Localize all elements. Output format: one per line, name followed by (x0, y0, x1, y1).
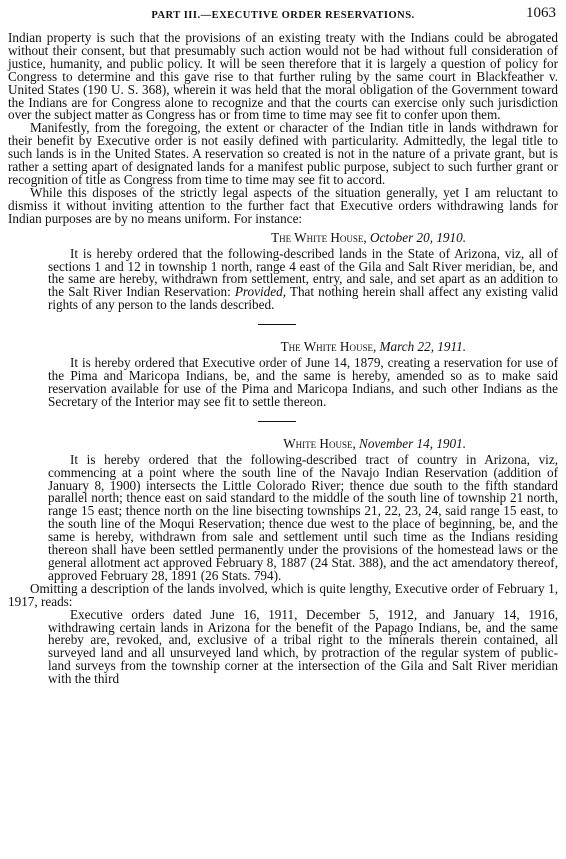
executive-order-1901 (48, 436, 558, 583)
dateline (48, 436, 558, 452)
order-text: It is hereby ordered that Executive order of June 14, 1879, creating a reservation for use of the Pima and Maricopa Indians, be, and the same is hereby, amended so as to make said reservation available for use of the Pima and Maricopa Indians, and such other Indians as the Secretary of the Interior may see fit to settle thereon. (48, 355, 558, 409)
order-text: It is hereby ordered that the following-described tract of country in Arizona, viz, commencing at a point where the south line of the Navajo Indian Reservation (addition of January 8, 1900) intersects the Little Colorado River; thence due south to the fifth standard parallel north; thence east on said standard to the middle of the south line of township 21 north, range 15 east; thence north on the line bisecting townships 21, 22, 23, 24, said range 15 east, to the south line of the Moqui Reservation; thence due west to the place of beginning, be, and the same is hereby, withdrawn from sale and settlement until such time as the Indians residing thereon shall have been settled permanently under the provisions of the homestead laws or the general allotment act approved February 8, 1887 (24 Stat. 388), and the act amendatory thereof, approved February 28, 1891 (26 Stats. 794). (48, 451, 558, 583)
body-paragraph-1: Indian property is such that the provisions of an existing treaty with the Indians could be abrogated without their consent, but that presumably such action would not be had without full consideration of justice, humanity, and public policy. It will be seen therefore that it is largely a question of policy for Congress to determine and this gave rise to that further ruling by the same court in Blackfeather v. United States (190 U. S. 368), wherein it was held that the moral obligation of the Government toward the Indians are for Congress alone to recognize and that the courts can exercise only such jurisdiction over the subject matter as Congress has or from time to time may see fit to confer upon them. (8, 30, 558, 123)
executive-order-1910 (48, 230, 558, 313)
document-page (8, 4, 558, 686)
body-paragraph-3: While this disposes of the strictly legal aspects of the situation generally, yet I am reluctant to dismiss it without inviting attention to the further fact that Executive orders withdrawing lands for Indian purposes are by no means uniform. For instance: (8, 184, 558, 226)
page-header (8, 4, 558, 32)
quoted-text: Executive orders dated June 16, 1911, December 5, 1912, and January 14, 1916, withdrawing certain lands in Arizona for the benefit of the Papago Indians, be, and the same hereby are, revoked, and, exclusive of a tribal right to the minerals therein contained, all surveyed land and all unsurveyed land which, by protraction of the regular system of public-land surveys from the township corner at the intersection of the Gila and Salt River meridian with the third (48, 606, 558, 687)
quoted-order-1917 (48, 606, 558, 687)
order-text (48, 245, 558, 313)
dateline-date: March 22, 1911. (379, 339, 466, 355)
dateline-date: October 20, 1910. (370, 229, 466, 245)
dateline (48, 339, 558, 355)
body-paragraph-2: Manifestly, from the foregoing, the extent or character of the Indian title in lands withdrawn for their benefit by Executive order is not easily defined with particularity. Admittedly, the legal title to such lands is in the United States. A reservation so created is not in the nature of a private grant, but is rather a setting apart of designated lands for a manifest public purpose, subject to such further grant or recognition of title as Congress from time to time may see fit to accord. (8, 120, 558, 187)
page-number: 1063 (526, 5, 556, 21)
running-head: PART III.—EXECUTIVE ORDER RESERVATIONS. (151, 10, 415, 21)
dateline-place: The White House, (271, 229, 367, 245)
order-text-main: It is hereby ordered that the following-described lands in the State of Arizona, viz, all of sections 1 and 12 in township 1 north, range 4 east of the Gila and Salt River meridian, be, and the same are hereby, withdrawn from settlement, entry, and sale, and set apart as an addition to the Salt River Indian Reservation: (48, 245, 558, 300)
section-rule (258, 421, 296, 422)
dateline-date: November 14, 1901. (359, 435, 466, 451)
dateline-place: The White House, (280, 339, 377, 355)
executive-order-1911 (48, 339, 558, 409)
dateline-place: White House, (283, 435, 356, 451)
body-paragraph-4: Omitting a description of the lands involved, which is quite lengthy, Executive order of February 1, 1917, reads: (8, 580, 558, 609)
section-rule (258, 324, 296, 325)
dateline (48, 230, 558, 246)
proviso: Provided, (234, 284, 287, 300)
order-text-rest: That nothing herein shall affect any existing valid rights of any person to the lands described. (48, 284, 558, 313)
